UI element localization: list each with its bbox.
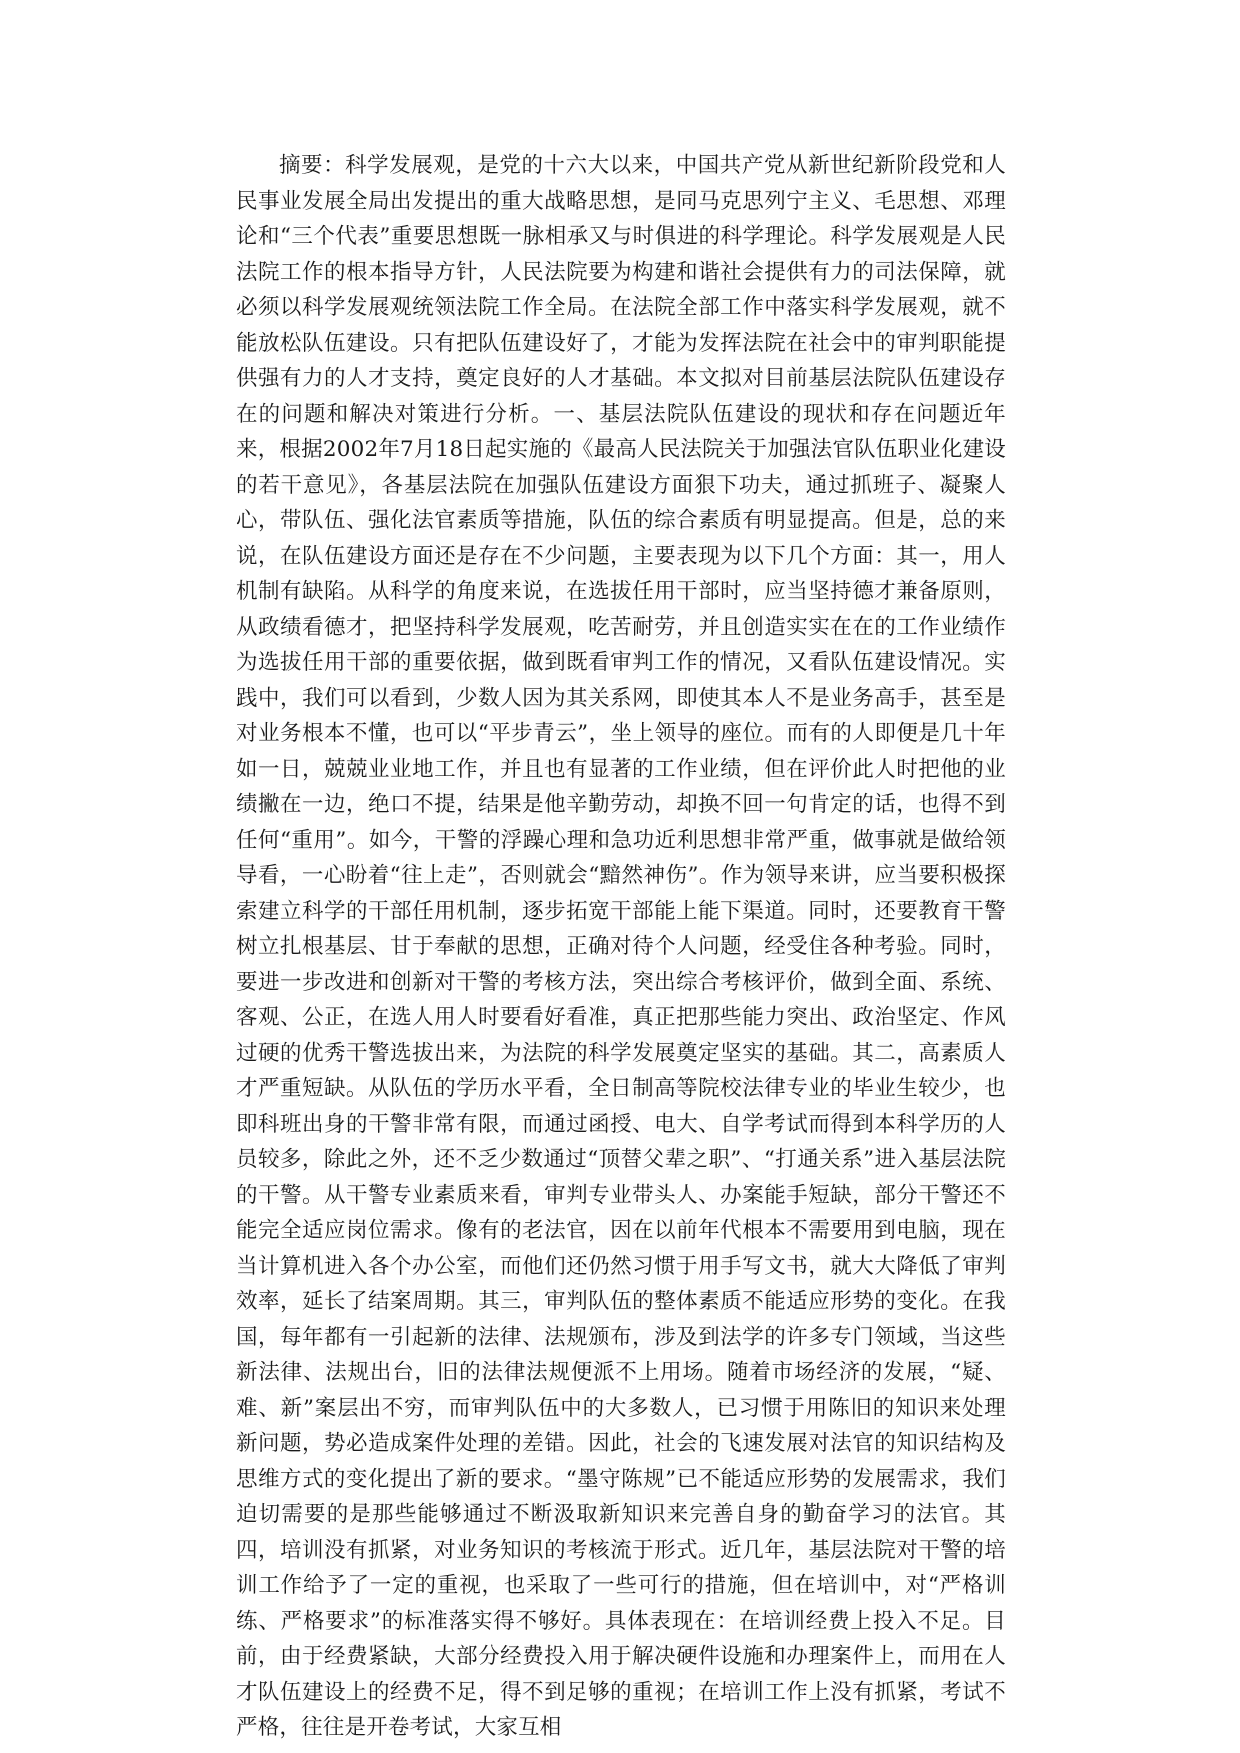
body-paragraph: 摘要：科学发展观，是党的十六大以来，中国共产党从新世纪新阶段党和人民事业发展全局出发提出的重大战略思想，是同马克思列宁主义、毛思想、邓理论和“三个代表”重要思想既一脉相承又与时俱进的科学理论。科学发展观是人民法院工作的根本指导方针，人民法院要为构建和谐社会提供有力的司法保障，就必须以科学发展观统领法院工作全局。在法院全部工作中落实科学发展观，就不能放松队伍建设。只有把队伍建设好了，才能为发挥法院在社会中的审判职能提供强有力的人才支持，奠定良好的人才基础。本文拟对目前基层法院队伍建设存在的问题和解决对策进行分析。一、基层法院队伍建设的现状和存在问题近年来，根据2002年7月18日起实施的《最高人民法院关于加强法官队伍职业化建设的若干意见》，各基层法院在加强队伍建设方面狠下功夫，通过抓班子、凝聚人心，带队伍、强化法官素质等措施，队伍的综合素质有明显提高。但是，总的来说，在队伍建设方面还是存在不少问题，主要表现为以下几个方面：其一，用人机制有缺陷。从科学的角度来说，在选拔任用干部时，应当坚持德才兼备原则，从政绩看德才，把坚持科学发展观，吃苦耐劳，并且创造实实在在的工作业绩作为选拔任用干部的重要依据，做到既看审判工作的情况，又看队伍建设情况。实践中，我们可以看到，少数人因为其关系网，即使其本人不是业务高手，甚至是对业务根本不懂，也可以“平步青云”，坐上领导的座位。而有的人即便是几十年如一日，兢兢业业地工作，并且也有显著的工作业绩，但在评价此人时把他的业绩撇在一边，绝口不提，结果是他辛勤劳动，却换不回一句肯定的话，也得不到任何“重用”。如今，干警的浮躁心理和急功近利思想非常严重，做事就是做给领导看，一心盼着“往上走”，否则就会“黯然神伤”。作为领导来讲，应当要积极探索建立科学的干部任用机制，逐步拓宽干部能上能下渠道。同时，还要教育干警树立扎根基层、甘于奉献的思想，正确对待个人问题，经受住各种考验。同时，要进一步改进和创新对干警的考核方法，突出综合考核评价，做到全面、系统、客观、公正，在选人用人时要看好看准，真正把那些能力突出、政治坚定、作风过硬的优秀干警选拔出来，为法院的科学发展奠定坚实的基础。其二，高素质人才严重短缺。从队伍的学历水平看，全日制高等院校法律专业的毕业生较少，也即科班出身的干警非常有限，而通过函授、电大、自学考试而得到本科学历的人员较多，除此之外，还不乏少数通过“顶替父辈之职”、“打通关系”进入基层法院的干警。从干警专业素质来看，审判专业带头人、办案能手短缺，部分干警还不能完全适应岗位需求。像有的老法官，因在以前年代根本不需要用到电脑，现在当计算机进入各个办公室，而他们还仍然习惯于用手写文书，就大大降低了审判效率，延长了结案周期。其三，审判队伍的整体素质不能适应形势的变化。在我国，每年都有一引起新的法律、法规颁布，涉及到法学的许多专门领域，当这些新法律、法规出台，旧的法律法规便派不上用场。随着市场经济的发展，“疑、难、新”案层出不穷，而审判队伍中的大多数人，已习惯于用陈旧的知识来处理新问题，势必造成案件处理的差错。因此，社会的飞速发展对法官的知识结构及思维方式的变化提出了新的要求。“墨守陈规”已不能适应形势的发展需求，我们迫切需要的是那些能够通过不断汲取新知识来完善自身的勤奋学习的法官。其四，培训没有抓紧，对业务知识的考核流于形式。近几年，基层法院对干警的培训工作给予了一定的重视，也采取了一些可行的措施，但在培训中，对“严格训练、严格要求”的标准落实得不够好。具体表现在：在培训经费上投入不足。目前，由于经费紧缺，大部分经费投入用于解决硬件设施和办理案件上，而用在人才队伍建设上的经费不足，得不到足够的重视；在培训工作上没有抓紧，考试不严格，往往是开卷考试，大家互相 [236, 153, 1006, 1740]
document-body [236, 148, 1006, 1746]
